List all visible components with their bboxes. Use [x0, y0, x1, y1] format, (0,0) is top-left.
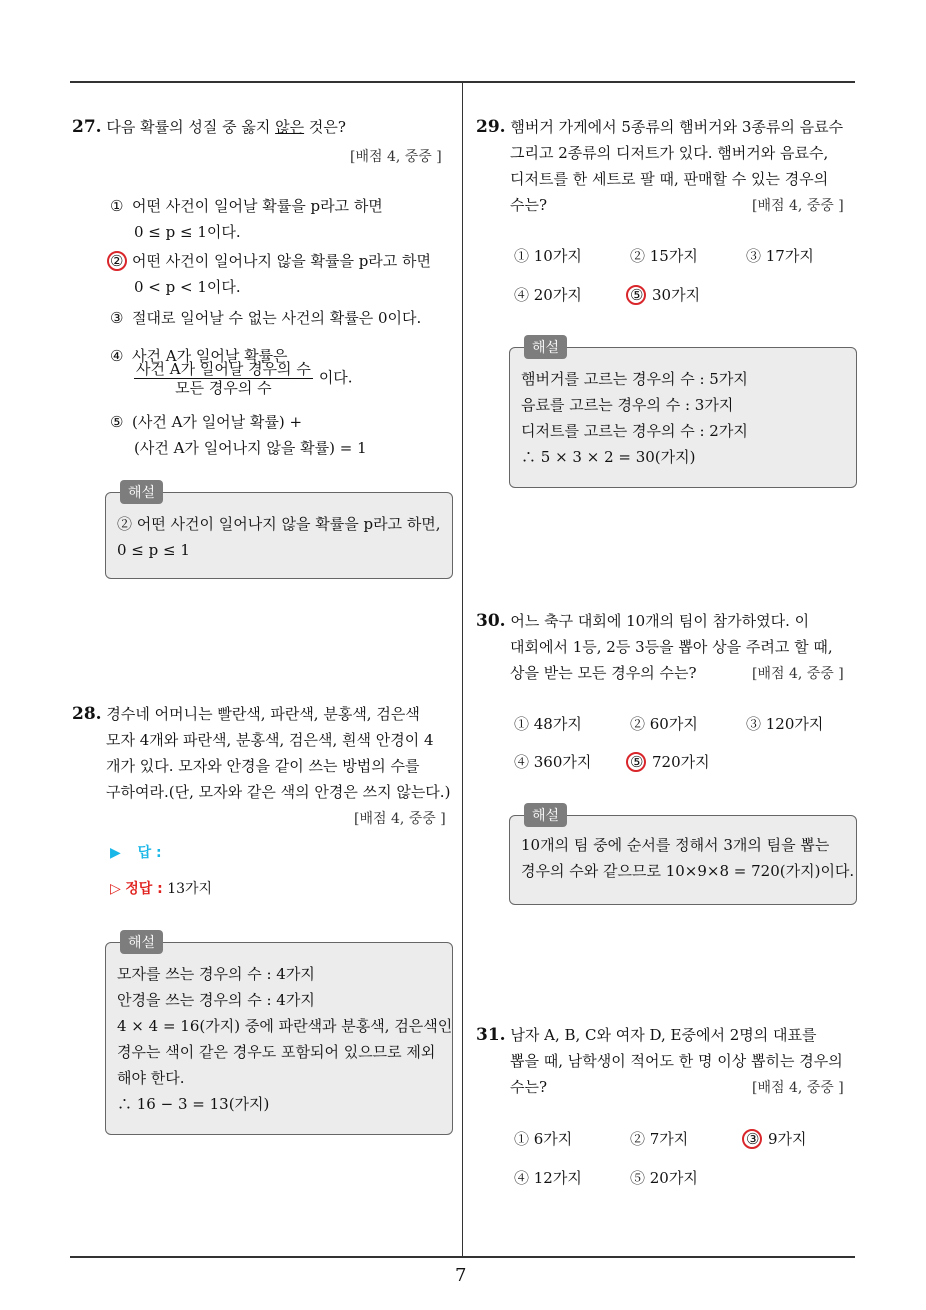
correct-value: 13가지: [167, 881, 213, 897]
solution-line: 안경을 쓰는 경우의 수 : 4가지: [117, 991, 315, 1009]
column-divider: [462, 82, 463, 1257]
option-1: ① 10가지: [514, 247, 582, 265]
option-2-cont: 0 < p < 1이다.: [134, 278, 241, 296]
solution-line: 경우는 색이 같은 경우도 포함되어 있으므로 제외: [117, 1043, 436, 1061]
solution-line: 디저트를 고르는 경우의 수 : 2가지: [521, 422, 748, 440]
question-number: 29.: [476, 117, 506, 137]
option-1-cont: 0 ≤ p ≤ 1이다.: [134, 223, 241, 241]
solution-line: 음료를 고르는 경우의 수 : 3가지: [521, 396, 734, 414]
option-3: ③ 9가지: [746, 1130, 807, 1148]
solution-line: 해야 한다.: [117, 1069, 185, 1087]
question-stem: 경수네 어머니는 빨란색, 파란색, 분홍색, 검은색: [106, 705, 420, 723]
solution-tag: 해설: [120, 480, 163, 504]
option-4: ④ 360가지: [514, 753, 592, 771]
question-stem: 햄버거 가게에서 5종류의 햄버거와 3종류의 음료수: [510, 118, 844, 136]
question-stem: 상을 받는 모든 경우의 수는?: [510, 664, 697, 682]
solution-line: ② 어떤 사건이 일어나지 않을 확률을 p라고 하면,: [117, 515, 441, 533]
question-stem: 어느 축구 대회에 10개의 팀이 참가하였다. 이: [510, 612, 810, 630]
question-stem: 개가 있다. 모자와 안경을 같이 쓰는 방법의 수를: [106, 757, 420, 775]
score-meta: [배점 4, 중중 ]: [752, 198, 844, 214]
play-icon: ▶: [110, 845, 121, 861]
question-30: [476, 611, 809, 631]
answer-row: [110, 842, 162, 862]
option-4: ④ 사건 A가 일어날 확률은: [110, 347, 288, 365]
solution-box: [105, 492, 453, 579]
option-5: ⑤ (사건 A가 일어날 확률) +: [110, 413, 303, 431]
option-5: ⑤ 720가지: [630, 753, 710, 771]
correct-label: 정답 :: [125, 881, 163, 897]
option-5: ⑤ 20가지: [630, 1169, 698, 1187]
outline-play-icon: ▷: [110, 881, 121, 897]
question-31: [476, 1025, 817, 1045]
solution-line: 4 × 4 = 16(가지) 중에 파란색과 분홍색, 검은색인: [117, 1017, 453, 1035]
solution-box: [509, 815, 857, 905]
option-2: ② 7가지: [630, 1130, 689, 1148]
solution-tag: 해설: [524, 335, 567, 359]
option-1: ① 어떤 사건이 일어날 확률을 p라고 하면: [110, 197, 383, 215]
solution-line: 햄버거를 고르는 경우의 수 : 5가지: [521, 370, 748, 388]
score-meta: [배점 4, 중중 ]: [354, 811, 446, 827]
question-stem: 구하여라.(단, 모자와 같은 색의 안경은 쓰지 않는다.): [106, 783, 451, 801]
bottom-rule: [70, 1256, 855, 1258]
answer-label: 답 :: [137, 845, 162, 861]
option-2: ② 60가지: [630, 715, 698, 733]
question-stem: 모자 4개와 파란색, 분홍색, 검은색, 흰색 안경이 4: [106, 731, 434, 749]
score-meta: [배점 4, 중중 ]: [350, 149, 442, 165]
option-3: ③ 절대로 일어날 수 없는 사건의 확률은 0이다.: [110, 309, 422, 327]
option-3: ③ 120가지: [746, 715, 824, 733]
solution-line: 경우의 수와 같으므로 10×9×8 = 720(가지)이다.: [521, 862, 855, 880]
question-number: 27.: [72, 117, 102, 137]
score-meta: [배점 4, 중중 ]: [752, 666, 844, 682]
question-number: 30.: [476, 611, 506, 631]
solution-line: 10개의 팀 중에 순서를 정해서 3개의 팀을 뽑는: [521, 836, 830, 854]
solution-line: 0 ≤ p ≤ 1: [117, 541, 190, 559]
question-stem: 대회에서 1등, 2등 3등을 뽑아 상을 주려고 할 때,: [510, 638, 833, 656]
question-stem: 남자 A, B, C와 여자 D, E중에서 2명의 대표를: [510, 1026, 817, 1044]
option-2: ② 어떤 사건이 일어나지 않을 확률을 p라고 하면: [110, 252, 432, 270]
question-stem: 수는?: [510, 1078, 548, 1096]
option-2: ② 15가지: [630, 247, 698, 265]
option-3: ③ 17가지: [746, 247, 814, 265]
correct-answer-row: [110, 878, 212, 898]
solution-line: ∴ 16 − 3 = 13(가지): [117, 1095, 270, 1113]
solution-tag: 해설: [120, 930, 163, 954]
question-27: [72, 117, 346, 137]
question-stem: 디저트를 한 세트로 팔 때, 판매할 수 있는 경우의: [510, 170, 829, 188]
question-number: 31.: [476, 1025, 506, 1045]
option-4: ④ 20가지: [514, 286, 582, 304]
question-number: 28.: [72, 704, 102, 724]
question-28: [72, 704, 420, 724]
option-4: ④ 12가지: [514, 1169, 582, 1187]
page-number: 7: [455, 1265, 467, 1286]
solution-tag: 해설: [524, 803, 567, 827]
option-1: ① 6가지: [514, 1130, 573, 1148]
question-stem: 수는?: [510, 196, 548, 214]
option-4-fraction: $\frac{\text{사건 A가 일어날 경우의 수}}{\text{모든 경우의 수}}$ 이다.: [136, 360, 353, 397]
question-29: [476, 117, 843, 137]
option-5: ⑤ 30가지: [630, 286, 701, 304]
option-5-cont: (사건 A가 일어나지 않을 확률) = 1: [134, 439, 367, 457]
solution-line: 모자를 쓰는 경우의 수 : 4가지: [117, 965, 315, 983]
solution-line: ∴ 5 × 3 × 2 = 30(가지): [521, 448, 696, 466]
question-stem: 다음 확률의 성질 중 옳지 않은 것은?: [106, 118, 346, 136]
score-meta: [배점 4, 중중 ]: [752, 1080, 844, 1096]
option-1: ① 48가지: [514, 715, 582, 733]
question-stem: 뽑을 때, 남학생이 적어도 한 명 이상 뽑히는 경우의: [510, 1052, 843, 1070]
question-stem: 그리고 2종류의 디저트가 있다. 햄버거와 음료수,: [510, 144, 829, 162]
